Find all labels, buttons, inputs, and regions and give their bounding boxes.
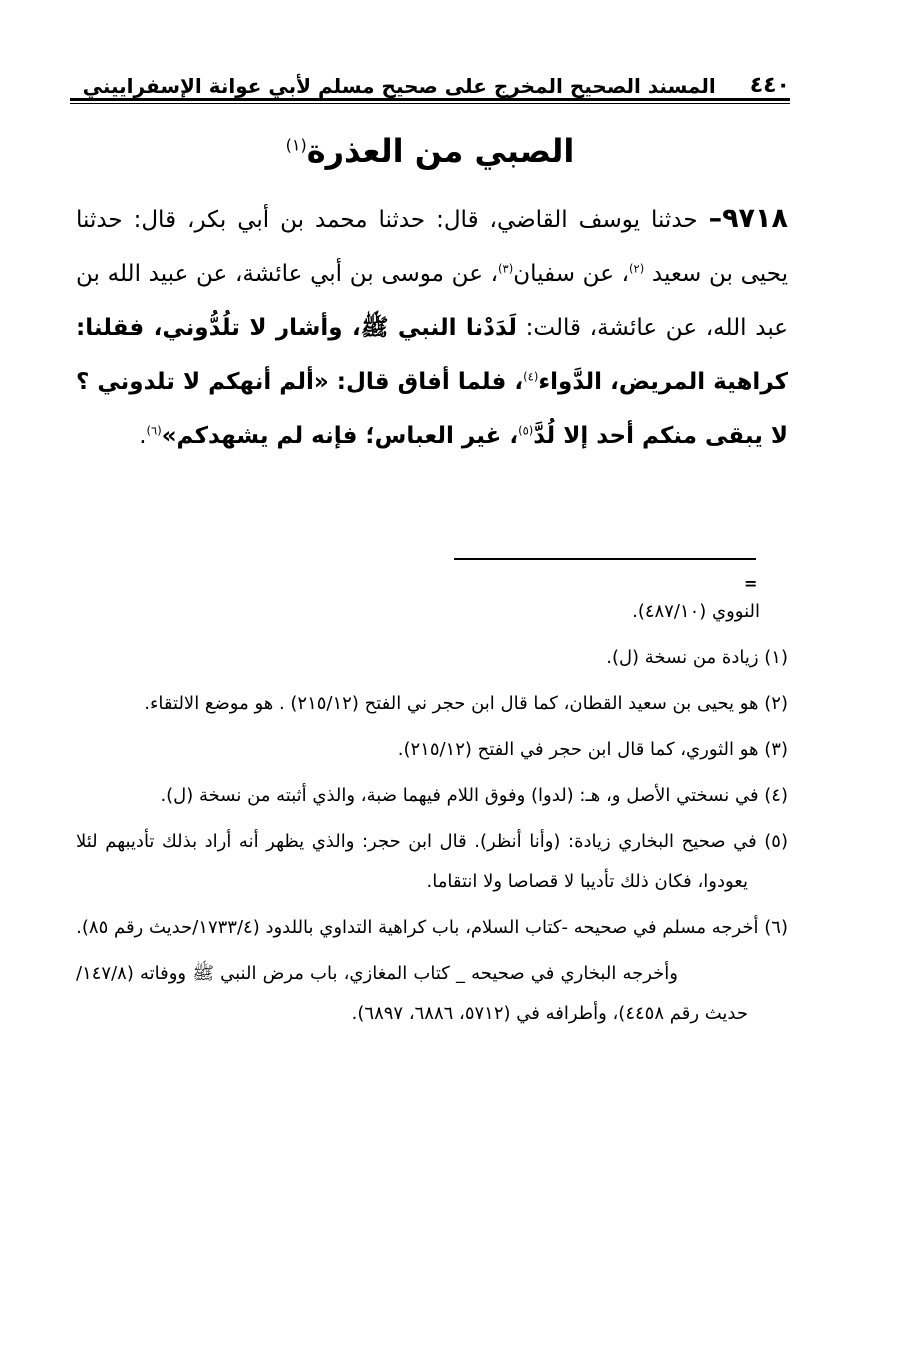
hadith-ending: . <box>139 423 147 449</box>
footnote-ref: (٣) <box>498 261 514 276</box>
footnotes <box>76 592 788 1034</box>
footnote-2: (٢) هو يحيى بن سعيد القطان، كما قال ابن حجر ني الفتح (٢١٥/١٢) . هو موضع الالتقاء. <box>144 693 788 714</box>
footnote-3: (٣) هو الثوري، كما قال ابن حجر في الفتح (٢١٥/١٢). <box>397 739 788 760</box>
hadith-text <box>76 192 788 463</box>
book-title: المسند الصحيح المخرج على صحيح مسلم لأبي عوانة الإسفراييني <box>82 74 716 98</box>
isnad-text: ، عن سفيان <box>513 261 630 287</box>
matn-text: ، غير العباس؛ فإنه لم يشهدكم» <box>161 423 519 449</box>
footnote-ref: (٦) <box>146 423 162 438</box>
page-number: ٤٤٠ <box>749 73 790 98</box>
continuation-mark: = <box>744 574 758 593</box>
footnote-6-continuation: وأخرجه البخاري في صحيحه _ كتاب المغازي، باب مرض النبي ﷺ ووفاته (١٤٧/٨/ حديث رقم ٤٤٥٨)، وأطرافه في (٥٧١٢، ٦٨٨٦، ٦٨٩٧). <box>76 963 748 1024</box>
hadith-number: ٩٧١٨– <box>708 203 788 234</box>
footnote-separator <box>454 558 756 560</box>
footnote-6: (٦) أخرجه مسلم في صحيحه -كتاب السلام، باب كراهية التداوي باللدود (١٧٣٣/٤/حديث رقم ٨٥). <box>76 917 788 938</box>
running-header <box>70 66 790 100</box>
footnote-ref: (٢) <box>629 261 645 276</box>
isnad-text: ، عن موسى بن أبي عائشة، عن عبيد الله بن عبد الله، عن عائشة، قالت: <box>76 261 788 341</box>
footnote-ref: (١) <box>285 135 307 155</box>
footnote-ref: (٤) <box>523 369 539 384</box>
footnote-5: (٥) في صحيح البخاري زيادة: (وأنا أنظر). قال ابن حجر: والذي يظهر أنه أراد بذلك تأديبهم لئلا يعودوا، فكان ذلك تأديبا لا قصاصا ولا انتقاما. <box>76 831 788 892</box>
footnote-4: (٤) في نسختي الأصل و، هـ: (لدوا) وفوق اللام فيهما ضبة، والذي أثبته من نسخة (ل). <box>160 785 788 806</box>
matn-text: لَدَدْنا النبي ﷺ، وأشار لا تلُدُّوني، فقلنا: كراهية المريض، الدَّواء <box>76 315 788 395</box>
chapter-title <box>70 128 790 174</box>
isnad-text: حدثنا يوسف القاضي، قال: حدثنا محمد بن أبي بكر، قال: حدثنا يحيى بن سعيد <box>76 207 788 287</box>
footnote-continued: النووي (٤٨٧/١٠). <box>632 601 760 622</box>
footnote-ref: (٥) <box>518 423 534 438</box>
chapter-title-text: الصبي من العذرة <box>306 132 575 170</box>
footnote-1: (١) زيادة من نسخة (ل). <box>606 647 788 668</box>
header-rule <box>70 98 790 104</box>
matn-text: ، فلما أفاق قال: «ألم أنهكم لا تلدوني ؟ لا يبقى منكم أحد إلا لُدَّ <box>76 369 788 449</box>
